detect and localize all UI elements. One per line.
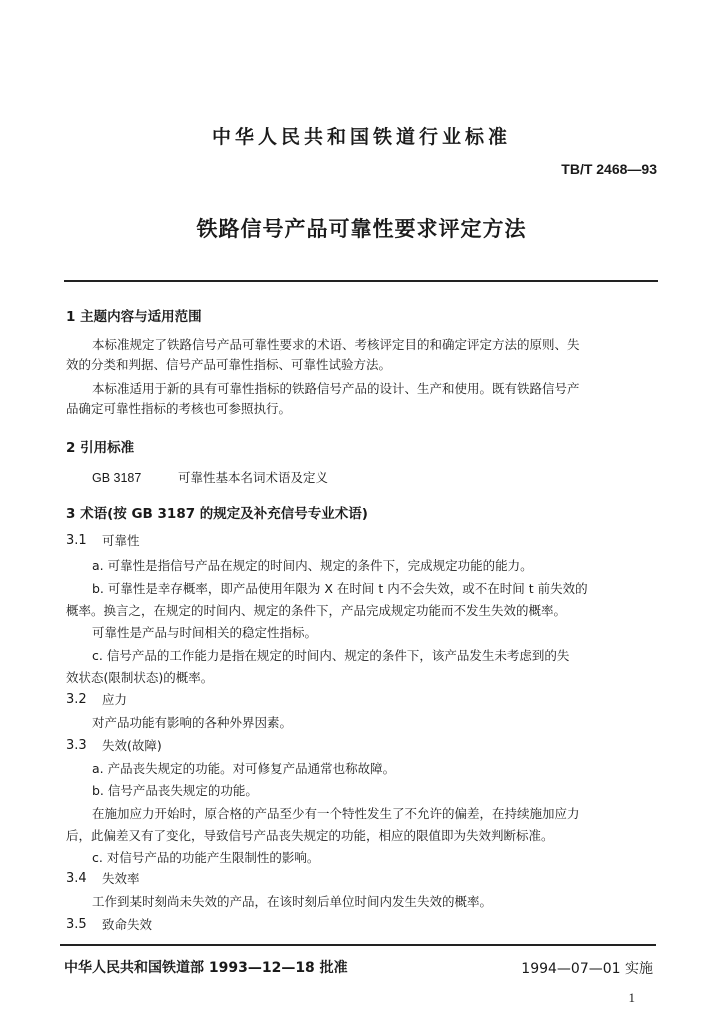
clause-3-3-p-line1: 在施加应力开始时，原合格的产品至少有一个特性发生了不允许的偏差，在持续施加应力 (92, 806, 580, 821)
clause-3-1-b-line2: 概率。换言之，在规定的时间内、规定的条件下，产品完成规定功能而不发生失效的概率。 (66, 603, 567, 618)
clause-3-3-number: 3.3 (66, 738, 87, 753)
clause-3-3-b: b. 信号产品丧失规定的功能。 (92, 783, 258, 798)
clause-3-1-number: 3.1 (66, 533, 87, 548)
approval-line: 中华人民共和国铁道部 1993—12—18 批准 (64, 960, 348, 976)
clause-3-1-title: 可靠性 (102, 533, 140, 548)
section-2-heading: 2 引用标准 (66, 440, 135, 456)
section-1-p1-line2: 效的分类和判据、信号产品可靠性指标、可靠性试验方法。 (66, 357, 392, 372)
clause-3-1-c-line1: c. 信号产品的工作能力是指在规定的时间内、规定的条件下，该产品发生未考虑到的失 (92, 648, 570, 663)
clause-3-1-c-line2: 效状态(限制状态)的概率。 (66, 670, 214, 685)
clause-3-2-number: 3.2 (66, 692, 87, 707)
section-1-p1-line1: 本标准规定了铁路信号产品可靠性要求的术语、考核评定目的和确定评定方法的原则、失 (92, 337, 580, 352)
clause-3-3-title: 失效(故障) (102, 738, 162, 753)
clause-3-3-a: a. 产品丧失规定的功能。对可修复产品通常也称故障。 (92, 761, 396, 776)
clause-3-3-c: c. 对信号产品的功能产生限制性的影响。 (92, 850, 320, 865)
clause-3-1-b-line3: 可靠性是产品与时间相关的稳定性指标。 (92, 625, 318, 640)
section-3-heading: 3 术语(按 GB 3187 的规定及补充信号专业术语) (66, 506, 368, 522)
clause-3-1-b-line1: b. 可靠性是幸存概率，即产品使用年限为 X 在时间 t 内不会失效，或不在时间 t 前失效的 (92, 581, 588, 596)
clause-3-2-title: 应力 (102, 692, 128, 707)
clause-3-4-title: 失效率 (102, 871, 140, 886)
clause-3-3-p-line2: 后，此偏差又有了变化，导致信号产品丧失规定的功能，相应的限值即为失效判断标准。 (66, 828, 554, 843)
document-title: 铁路信号产品可靠性要求评定方法 (196, 217, 527, 241)
reference-code: GB 3187 (92, 471, 142, 485)
section-1-p2-line2: 品确定可靠性指标的考核也可参照执行。 (66, 401, 292, 416)
reference-title: 可靠性基本名词术语及定义 (178, 470, 329, 485)
section-1-heading: 1 主题内容与适用范围 (66, 309, 202, 325)
clause-3-1-a: a. 可靠性是指信号产品在规定的时间内、规定的条件下，完成规定功能的能力。 (92, 558, 533, 573)
section-1-p2-line1: 本标准适用于新的具有可靠性指标的铁路信号产品的设计、生产和使用。既有铁路信号产 (92, 381, 580, 396)
effective-line: 1994—07—01 实施 (521, 961, 653, 977)
clause-3-5-number: 3.5 (66, 917, 87, 932)
header-rule (64, 280, 658, 282)
page-number: 1 (628, 990, 635, 1005)
clause-3-5-title: 致命失效 (102, 917, 153, 932)
clause-3-4-text: 工作到某时刻尚未失效的产品，在该时刻后单位时间内发生失效的概率。 (92, 894, 493, 909)
standard-code: TB/T 2468—93 (561, 161, 657, 177)
standard-title: 中华人民共和国铁道行业标准 (211, 126, 511, 148)
clause-3-4-number: 3.4 (66, 871, 87, 886)
footer-rule (60, 944, 656, 946)
clause-3-2-text: 对产品功能有影响的各种外界因素。 (92, 715, 293, 730)
